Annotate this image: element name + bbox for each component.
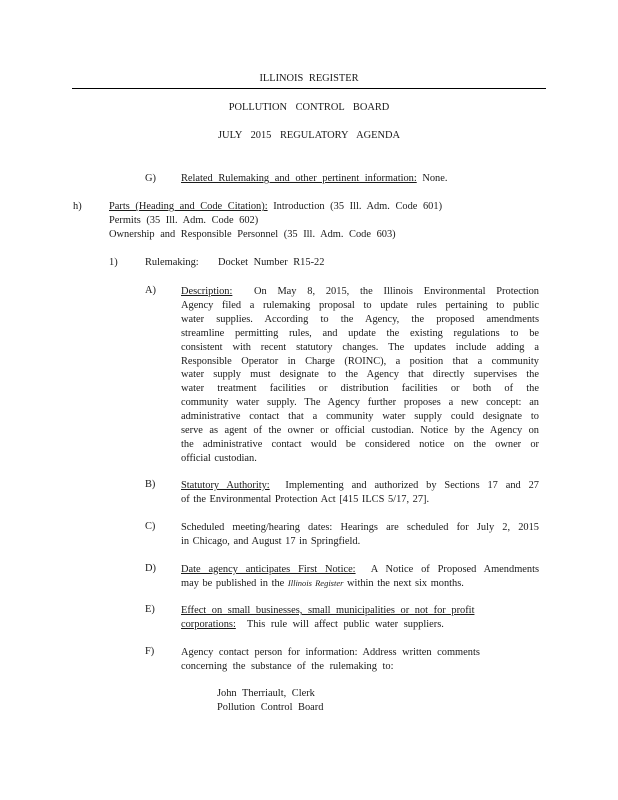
sub-f-letter: F) [145,646,155,657]
description-line: consistent with recent statutory changes. The updates include adding a [181,341,539,353]
statutory-label: Statutory Authority: [181,480,270,491]
sub-d-letter: D) [145,563,156,574]
sub-b-letter: B) [145,479,156,490]
item-h-ownership: Ownership and Responsible Personnel (35 Ill. Adm. Code 603) [109,229,396,240]
item-g-letter: G) [145,173,156,184]
item-g [181,173,447,184]
first-notice-label: Date agency anticipates First Notice: [181,564,356,575]
description-label: Description: [181,286,233,297]
description-line: water supply must designate to the Agency that directly supervises the [181,369,539,381]
description-line: the administrative contact would be considered notice on the owner or [181,438,539,450]
description-line: community water supply. The Agency further proposes a new concept: an [181,397,539,409]
description-line: water supplies. According to the Agency, the proposed amendments [181,313,539,325]
small-business-label: Effect on small businesses, small municipalities or not for profit [181,605,475,616]
description-line: Description: On May 8, 2015, the Illinois Environmental Protection [181,286,539,297]
board-name: POLLUTION CONTROL BOARD [228,102,390,113]
description-line: water treatment facilities or distribution facilities or both of the [181,383,539,395]
hearing-label: Scheduled meeting/hearing dates: [181,522,333,533]
register-title-italic: Illinois Register [287,577,344,588]
small-business-effect: Effect on small businesses, small municipalities or not for profit corporations: This rule will affect public water suppliers. [181,604,539,632]
item-h-letter: h) [73,201,82,212]
item-h-parts-value: Introduction (35 Ill. Adm. Code 601) [273,201,443,212]
description-line: administrative contact that a community water supply could designate to [181,411,539,423]
sub-e-letter: E) [145,604,155,615]
item-h-permits: Permits (35 Ill. Adm. Code 602) [109,215,259,226]
sub-c-letter: C) [145,521,156,532]
description-line: Agency filed a rulemaking proposal to update rules pertaining to public [181,299,539,311]
item-g-value: None. [422,173,448,184]
contact-name: John Therriault, Clerk [217,688,315,699]
description-line: Responsible Operator in Charge (ROINC), a position that a community [181,355,539,367]
description-line: serve as agent of the owner or official custodian. Notice by the Agency on [181,425,539,437]
rulemaking-label: Rulemaking: [145,257,199,268]
agenda-title: JULY 2015 REGULATORY AGENDA [218,130,400,141]
register-title: ILLINOIS REGISTER [259,73,359,84]
item-h-parts-label: Parts (Heading and Code Citation): [109,201,268,212]
sub-a-letter: A) [145,285,156,296]
statutory-authority: Statutory Authority: Implementing and authorized by Sections 17 and 27 of the Environmental Protection Act [415 ILCS 5/17, 27]. [181,480,539,505]
item-h-parts [109,201,442,212]
hearing-dates: Scheduled meeting/hearing dates: Hearings are scheduled for July 2, 2015 in Chicago, and August 17 in Springfield. [181,522,539,547]
small-business-value: This rule will affect public water suppliers. [246,618,444,630]
description-line: official custodian. [181,452,257,464]
description-paragraph [181,285,539,466]
contact-organization: Pollution Control Board [217,702,324,713]
description-line: streamline permitting rules, and update the existing regulations to be [181,327,539,339]
first-notice: Date agency anticipates First Notice: A Notice of Proposed Amendments may be published in the Illinois Register within the next six months. [181,564,540,589]
rulemaking-number: 1) [109,257,118,268]
item-g-label: Related Rulemaking and other pertinent information: [181,173,417,184]
docket-number: Docket Number R15-22 [218,257,325,268]
agency-contact: Agency contact person for information: Address written comments concerning the substance of the rulemaking to: [181,647,480,672]
header-divider [72,88,546,89]
